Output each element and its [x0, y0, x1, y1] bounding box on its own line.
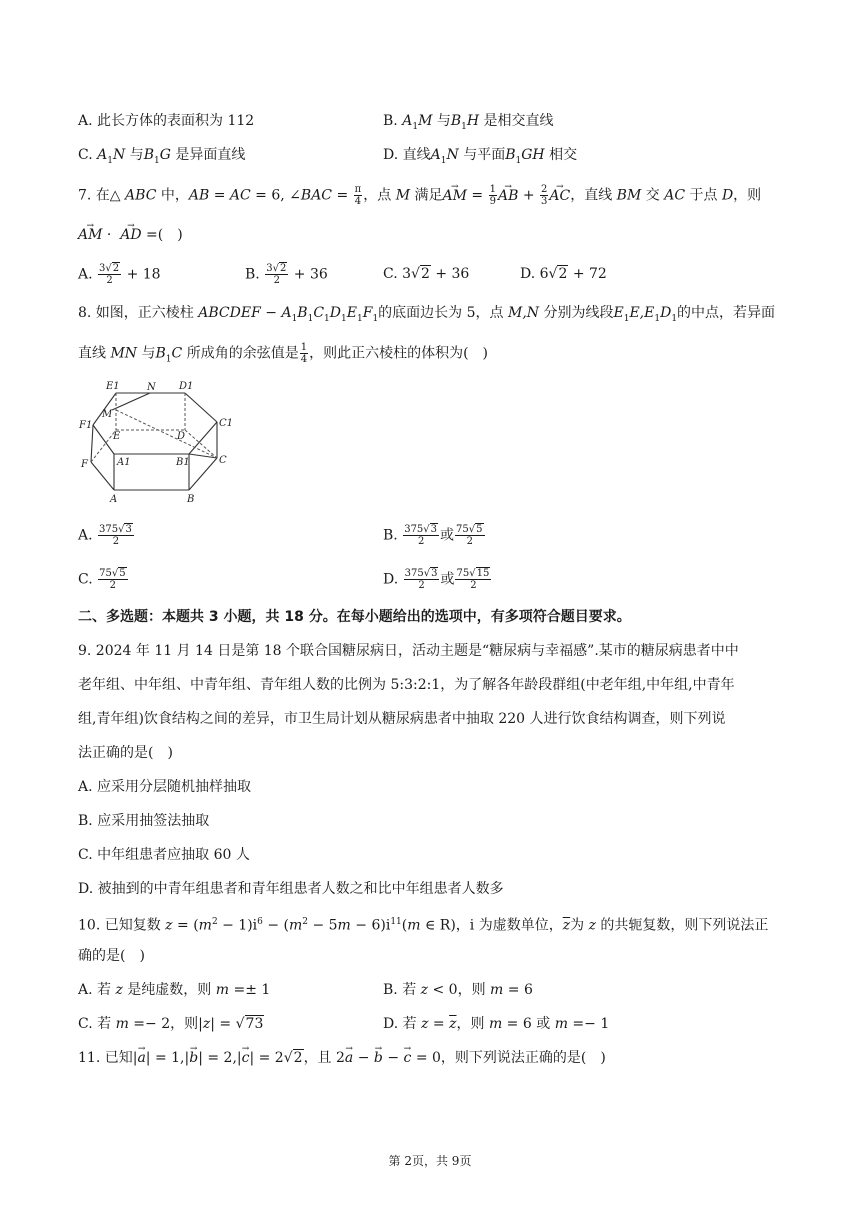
- q9-option-b: B. 应采用抽签法抽取: [78, 813, 210, 829]
- q7-stem-line1: 7. 在△ ABC 中，AB = AC = 6, ∠BAC = $\frac{\pi}{4}$ ，点 M 满足→ AM = $\frac{1}{9}$ → AB + $\frac{2}{3}$ → AC，直线 BM 交 AC 于点 D，则: [78, 184, 761, 207]
- q7-option-c: C. 3√2 + 36: [383, 266, 470, 282]
- q10-stem-line1: 10. 已知复数 $z = (m^2 - 1)i^6 - (m^2 - 5m - 6)i^{11}(m$ ∈ R)，i 为虚数单位，$\overline{z}$为 z 的共轭复数，则下列说法正: [78, 917, 769, 934]
- q8-stem-line1: 8. 如图，正六棱柱 ABCDEF − $A_1B_1C_1D_1E_1F_1$的底面边长为 5，点 M,N 分别为线段$E_1E,E_1D_1$的中点，若异面: [78, 305, 776, 324]
- q7-option-a: A. $\frac{3√2}{2}$ + 18: [78, 263, 161, 286]
- label-d1: D1: [179, 381, 194, 392]
- label-a1: A1: [117, 457, 131, 468]
- label-f1: F1: [79, 420, 93, 431]
- q8-option-a: A. $\frac{375√3}{2}$: [78, 524, 132, 547]
- q9-stem-line4: 法正确的是( ): [78, 745, 173, 761]
- hexagonal-prism-figure: [78, 378, 238, 503]
- label-e: E: [113, 431, 121, 442]
- label-f: F: [81, 459, 88, 470]
- q8-option-d: D. $\frac{375√3}{2}$ 或 $\frac{75√15}{2}$: [383, 568, 490, 591]
- q8-option-c: C. $\frac{75√5}{2}$: [78, 568, 126, 591]
- q6-option-c: C. $A_1N$ 与$B_1G$ 是异面直线: [78, 147, 246, 166]
- label-c: C: [219, 455, 227, 466]
- q9-option-a: A. 应采用分层随机抽样抽取: [78, 779, 252, 795]
- q9-stem-line1: 9. 2024 年 11 月 14 日是第 18 个联合国糖尿病日，活动主题是“糖尿病与幸福感”.某市的糖尿病患者中中: [78, 643, 739, 659]
- q10-option-a: A. 若 z 是纯虚数，则 m =± 1: [78, 982, 271, 998]
- label-n: N: [147, 382, 156, 393]
- q8-stem-line2: 直线 MN 与$B_1C$ 所成角的余弦值是 $\frac{1}{4}$ ，则此正六棱柱的体积为( ): [78, 342, 489, 365]
- q10-option-d: D. 若 $z = \overline{z}$，则 m = 6 或 m =− 1: [383, 1016, 610, 1032]
- q10-option-b: B. 若 z < 0，则 m = 6: [383, 982, 533, 998]
- label-e1: E1: [106, 381, 120, 392]
- label-b1: B1: [176, 457, 190, 468]
- section-2-heading: 二、多选题：本题共 3 小题，共 18 分。在每小题给出的选项中，有多项符合题目要求。: [78, 609, 631, 625]
- page-footer: 第 2页，共 9页: [388, 1154, 472, 1168]
- label-d: D: [177, 431, 186, 442]
- label-b: B: [187, 494, 195, 503]
- q7-option-d: D. 6√2 + 72: [520, 266, 607, 282]
- label-m: M: [102, 409, 113, 420]
- q6-option-a: A. 此长方体的表面积为 112: [78, 113, 255, 129]
- q8-option-b: B. $\frac{375√3}{2}$ 或 $\frac{75√5}{2}$: [383, 524, 483, 547]
- q10-stem-line2: 确的是( ): [78, 948, 145, 964]
- label-a: A: [110, 494, 118, 503]
- q9-option-c: C. 中年组患者应抽取 60 人: [78, 847, 250, 863]
- q9-stem-line2: 老年组、中年组、中青年组、青年组人数的比例为 5:3:2:1，为了解各年龄段群组(中老年组,中年组,中青年: [78, 677, 735, 693]
- q7-stem-line2: → AM · → AD =( ): [78, 225, 183, 245]
- q6-option-b: B. $A_1M$ 与$B_1H$ 是相交直线: [383, 113, 554, 132]
- q9-stem-line3: 组,青年组)饮食结构之间的差异，市卫生局计划从糖尿病患者中抽取 220 人进行饮食结构调查，则下列说: [78, 711, 726, 727]
- q7-option-b: B. $\frac{3√2}{2}$ + 36: [245, 263, 328, 286]
- q11-stem-line1: 11. 已知|→ a| = 1,|→ b| = 2,|→ c| = 2√2，且 2→ a − → b − → c = 0，则下列说法正确的是( ): [78, 1048, 606, 1068]
- q10-option-c: C. 若 m =− 2，则|z| = √73: [78, 1016, 264, 1032]
- q6-option-d: D. 直线$A_1N$ 与平面$B_1GH$ 相交: [383, 147, 578, 166]
- q9-option-d: D. 被抽到的中青年组患者和青年组患者人数之和比中年组患者人数多: [78, 881, 504, 897]
- label-c1: C1: [219, 418, 234, 429]
